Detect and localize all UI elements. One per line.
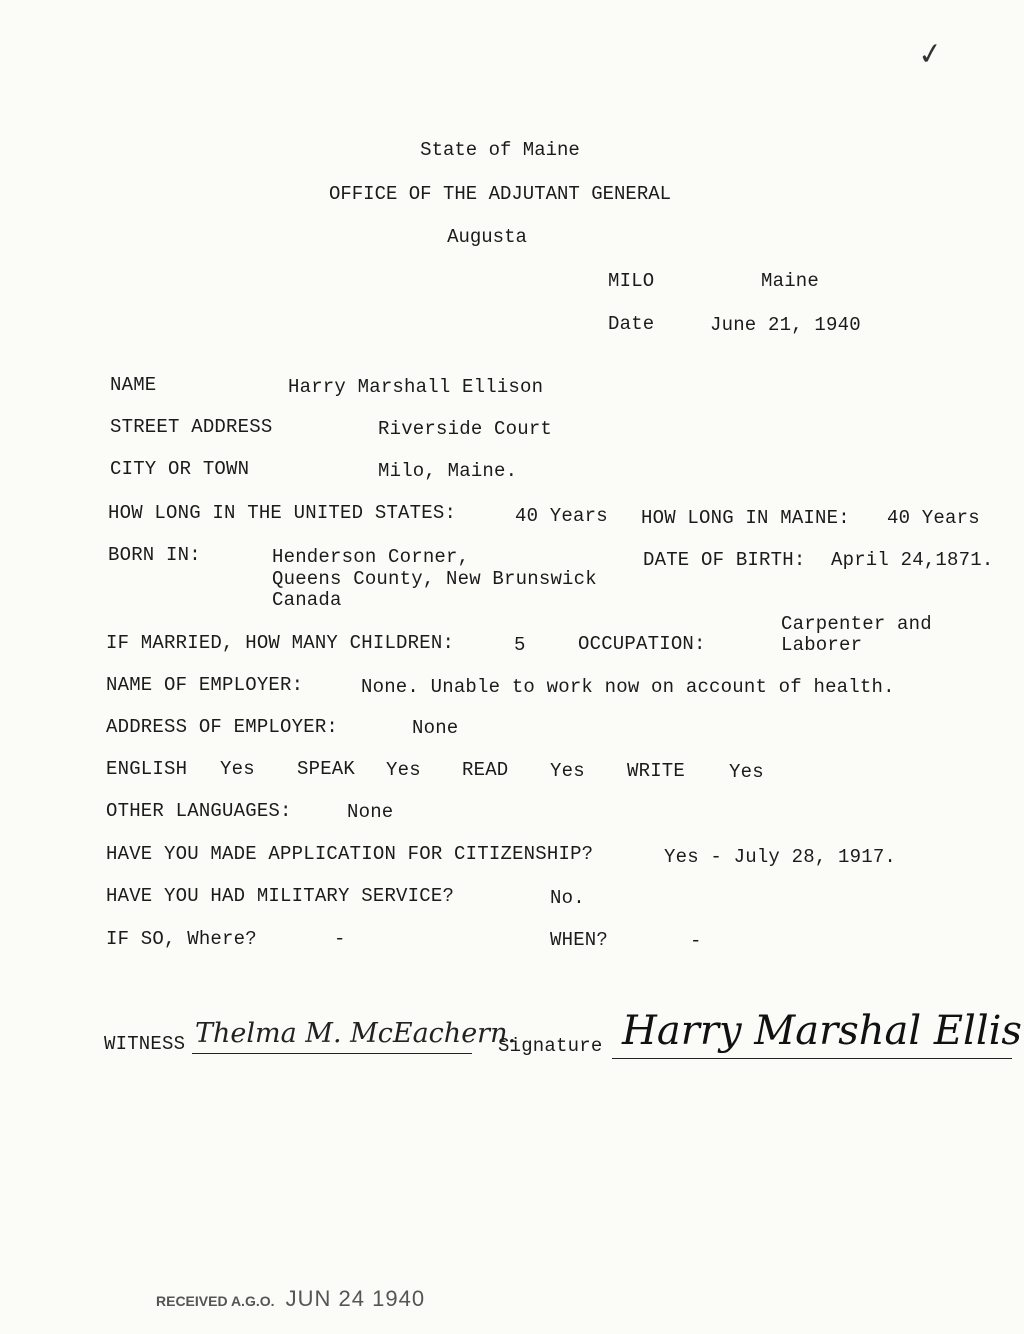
street-label: STREET ADDRESS — [110, 416, 273, 438]
born-line2: Queens County, New Brunswick — [272, 568, 597, 590]
write-value: Yes — [729, 761, 764, 783]
employer-value: None. Unable to work now on account of health. — [361, 676, 895, 698]
header-state: State of Maine — [420, 139, 580, 161]
dob-label: DATE OF BIRTH: — [643, 549, 806, 571]
witness-signature: Thelma M. McEachern. — [195, 1018, 517, 1049]
occupation-line1: Carpenter and — [781, 613, 932, 635]
military-label: HAVE YOU HAD MILITARY SERVICE? — [106, 885, 455, 907]
date-label: Date — [608, 313, 655, 335]
born-line1: Henderson Corner, — [272, 546, 470, 568]
children-value: 5 — [514, 634, 526, 656]
where-value: - — [334, 928, 346, 950]
english-value: Yes — [220, 758, 255, 780]
write-label: WRITE — [627, 760, 686, 782]
citizenship-value: Yes - July 28, 1917. — [664, 846, 897, 868]
speak-value: Yes — [386, 759, 421, 781]
street-value: Riverside Court — [378, 418, 553, 440]
name-value: Harry Marshall Ellison — [288, 376, 544, 398]
location-town: MILO — [608, 270, 655, 292]
us-time-label: HOW LONG IN THE UNITED STATES: — [108, 502, 457, 524]
occupation-label: OCCUPATION: — [578, 633, 706, 655]
received-label: RECEIVED A.G.O. — [156, 1293, 275, 1309]
born-label: BORN IN: — [108, 544, 201, 566]
when-value: - — [690, 930, 702, 952]
holder-signature: Harry Marshal Ellis — [622, 1008, 1022, 1054]
location-state: Maine — [761, 270, 820, 292]
received-stamp — [156, 1286, 425, 1312]
received-date: JUN 24 1940 — [285, 1286, 426, 1311]
city-value: Milo, Maine. — [378, 460, 518, 482]
military-value: No. — [550, 887, 585, 909]
read-label: READ — [462, 759, 509, 781]
employer-address-label: ADDRESS OF EMPLOYER: — [106, 716, 339, 738]
read-value: Yes — [550, 760, 585, 782]
where-label: IF SO, Where? — [106, 928, 257, 950]
other-languages-label: OTHER LANGUAGES: — [106, 800, 292, 822]
check-mark: ✓ — [915, 35, 946, 74]
employer-address-value: None — [412, 717, 459, 739]
english-label: ENGLISH — [106, 758, 188, 780]
maine-time-value: 40 Years — [887, 507, 980, 529]
speak-label: SPEAK — [297, 758, 356, 780]
header-office: OFFICE OF THE ADJUTANT GENERAL — [328, 183, 672, 205]
signature-label: Signature — [498, 1035, 603, 1057]
occupation-line2: Laborer — [781, 634, 863, 656]
other-languages-value: None — [347, 801, 394, 823]
witness-line — [192, 1053, 472, 1054]
maine-time-label: HOW LONG IN MAINE: — [641, 507, 850, 529]
name-label: NAME — [110, 374, 157, 396]
city-label: CITY OR TOWN — [110, 458, 250, 480]
dob-value: April 24,1871. — [831, 549, 994, 571]
children-label: IF MARRIED, HOW MANY CHILDREN: — [106, 632, 455, 654]
header-city: Augusta — [447, 226, 527, 248]
signature-line — [612, 1058, 1012, 1059]
employer-label: NAME OF EMPLOYER: — [106, 674, 304, 696]
witness-label: WITNESS — [104, 1033, 186, 1055]
when-label: WHEN? — [550, 929, 609, 951]
us-time-value: 40 Years — [515, 505, 608, 527]
citizenship-label: HAVE YOU MADE APPLICATION FOR CITIZENSHIP? — [106, 843, 594, 865]
date-value: June 21, 1940 — [710, 314, 861, 336]
born-line3: Canada — [272, 589, 342, 611]
